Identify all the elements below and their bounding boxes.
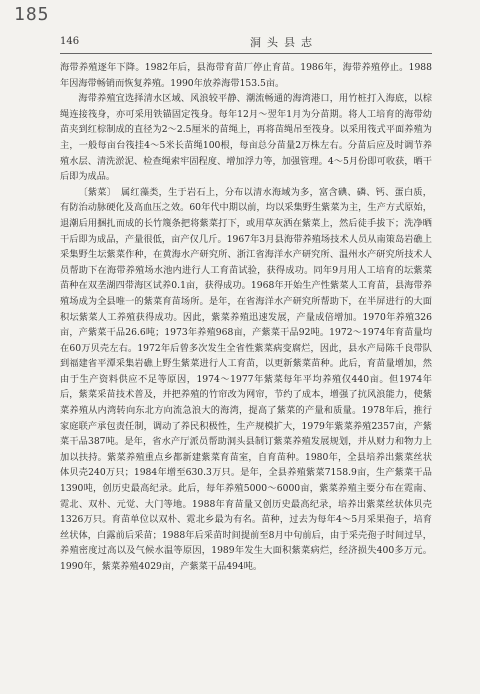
running-title: 洞头县志 [250, 36, 318, 49]
body-text [60, 60, 432, 575]
handwritten-page-marker: 185 [14, 4, 50, 25]
paragraph-zicai: 〔紫菜〕 属红藻类，生于岩石上，分布以清水海域为多，富含碘、磷、钙、蛋白质，有防治动脉硬化及高血压之效。60年代中期以前，均以采集野生紫菜为主，生产方式原始，退潮后用捆扎而成的长竹篾条把将紫菜打下，或用草灰洒在紫菜上，然后徒手拔下；洗净晒干后即为成品，产量很低，亩产仅几斤。1967年3月县海带养殖场技术人员从南策岛岩礁上采集野生坛紫菜作种，在黄海水产研究所、浙江省海洋水产研究所、温州水产研究所技术人员帮助下在海带养殖场水池内进行人工育苗试验，获得成功。同年9月用人工培育的坛紫菜苗种在双垄湖四带海区试养0.1亩，获得成功。1968年开始生产性紫菜人工育苗，县海带养殖场成为全县唯一的紫菜育苗场所。是年，在省海洋水产研究所帮助下，在半屏进行的大面积坛紫菜人工养殖获得成功。因此，紫菜养殖迅速发展，产量成倍增加。1970年养殖326亩，产紫菜干品26.6吨；1973年养殖968亩，产紫菜干品92吨。1972～1974年育苗量均在60万贝壳左右。1972年后曾多次发生全省性紫菜病变腐烂，因此，县水产局陈千良带队到福建省平潭采集岩礁上野生紫菜进行人工育苗，以更新紫菜苗种。此后，育苗量增加，然由于生产资料供应不足等原因，1974～1977年紫菜每年平均养殖仅440亩。但1974年后，紫菜采苗技术普及，并把养殖的竹帘改为网帘，节约了成本，增强了抗风浪能力，使紫菜养殖从内湾转向东北方向流急浪大的海湾，提高了紫菜的产量和质量。1978年后，推行家庭联产承包责任制，调动了养民积极性，生产规模扩大，1979年紫菜养殖2357亩，产紫菜干品387吨。是年，省水产厅派员帮助洞头县制订紫菜养殖发展规划，并从财力和物力上加以扶持。紫菜养殖重点乡都新建紫菜育苗室，自育苗种。1980年，全县培养出紫菜丝状体贝壳240万只；1984年增至630.3万只。是年，全县养殖紫菜7158.9亩，生产紫菜干品1390吨，创历史最高纪录。此后，每年养殖5000～6000亩，紫菜养殖主要分布在霓南、霓北、双朴、元觉、大门等地。1988年育苗量又创历史最高纪录，培养出紫菜丝状体贝壳1326万只。育苗单位以双朴、霓北乡最为有名。苗种，过去为每年4～5月采果孢子，培育丝状体，白露前后采苗；1988年后采苗时间提前至8月中旬前后，由于采壳孢子时间过早，养殖密度过高以及气候水温等原因，1989年发生大面积紫菜病烂，经济损失400多万元。1990年，紫菜养殖4029亩，产紫菜干品494吨。 [60, 186, 432, 572]
paragraph-haidai-method: 海带养殖宜选择清水区域、风浪较平静、潮流畅通的海湾港口，用竹桩打入海底，以棕绳连接筏身，亦可采用铁锚固定筏身。每年12月～翌年1月为分苗期。将人工培育的海带幼苗夹到红棕制成的直径为2～2.5厘米的苗绳上，再将苗绳吊至筏身。以采用筏式平面养殖为主，一般每亩台筏挂4～5米长苗绳100根，每亩总分苗量2万株左右。分苗后应及时调节养殖水层、清洗淤泥、检查绳索牢固程度、增加浮力等，加强管理。4～5月份即可收获，晒干后即为成品。 [60, 93, 432, 183]
page-number: 146 [60, 36, 80, 47]
paragraph-haidai-decline: 海带养殖逐年下降。1982年后，县海带育苗厂停止育苗。1986年，海带养殖停止。1988年因海带畅销而恢复养殖。1990年放养海带153.5亩。 [60, 62, 432, 89]
page-header [60, 34, 440, 52]
header-rule [60, 53, 432, 54]
